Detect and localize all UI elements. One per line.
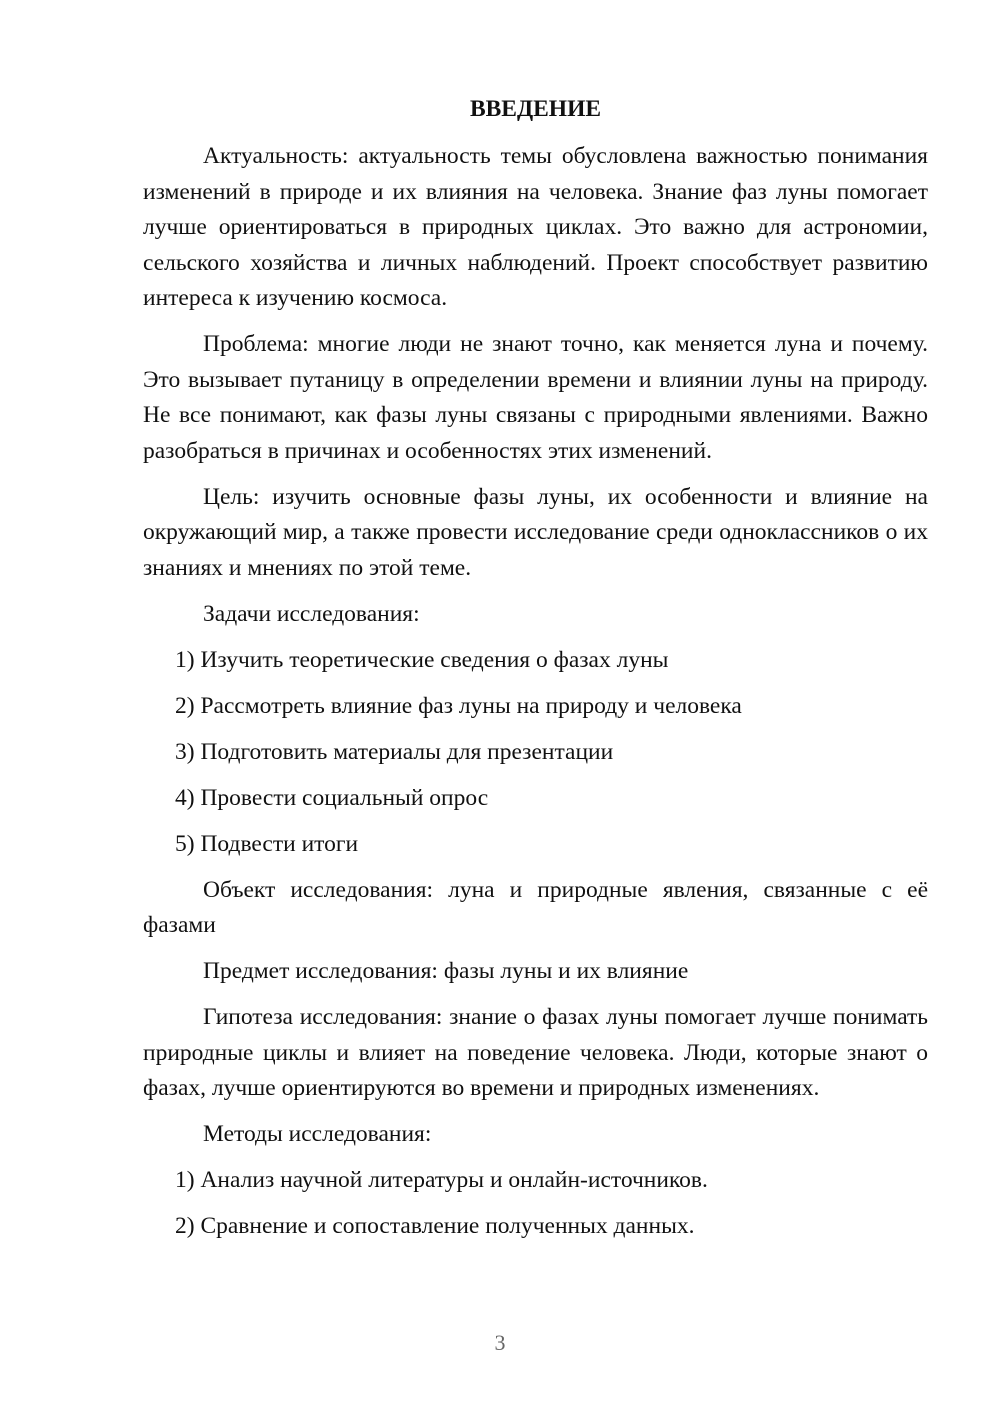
goal-paragraph: Цель: изучить основные фазы луны, их особенности и влияние на окружающий мир, а также провести исследование среди одноклассников о их знаниях и мнениях по этой теме. <box>143 483 928 581</box>
task-item-3: 3) Подготовить материалы для презентации <box>175 738 614 765</box>
methods-heading: Методы исследования: <box>203 1121 432 1147</box>
hypothesis-paragraph: Гипотеза исследования: знание о фазах луны помогает лучше понимать природные циклы и влияет на поведение человека. Люди, которые знают о фазах, лучше ориентируются во времени и природных изменениях. <box>143 1004 928 1101</box>
subject-paragraph: Предмет исследования: фазы луны и их влияние <box>203 958 689 984</box>
task-item-5: 5) Подвести итоги <box>175 830 359 857</box>
relevance-paragraph: Актуальность: актуальность темы обусловлена важностью понимания изменений в природе и их влияния на человека. Знание фаз луны помогает лучше ориентироваться в природных циклах. Это важно для астрономии, сельского хозяйства и личных наблюдений. Проект способствует развитию интереса к изучению космоса. <box>143 143 928 311</box>
object-paragraph: Объект исследования: луна и природные явления, связанные с её фазами <box>143 876 928 938</box>
section-title: ВВЕДЕНИЕ <box>469 96 602 122</box>
method-item-2: 2) Сравнение и сопоставление полученных данных. <box>175 1213 695 1239</box>
task-item-4: 4) Провести социальный опрос <box>175 784 489 811</box>
task-item-1: 1) Изучить теоретические сведения о фазах луны <box>175 646 669 673</box>
tasks-heading: Задачи исследования: <box>203 600 420 627</box>
page-content <box>143 92 928 1255</box>
task-item-2: 2) Рассмотреть влияние фаз луны на природу и человека <box>175 692 742 719</box>
page-number: 3 <box>494 1330 506 1355</box>
method-item-1: 1) Анализ научной литературы и онлайн-источников. <box>175 1167 708 1193</box>
problem-paragraph: Проблема: многие люди не знают точно, как меняется луна и почему. Это вызывает путаницу в определении времени и влиянии луны на природу. Не все понимают, как фазы луны связаны с природными явлениями. Важно разобраться в причинах и особенностях этих изменений. <box>143 331 928 464</box>
